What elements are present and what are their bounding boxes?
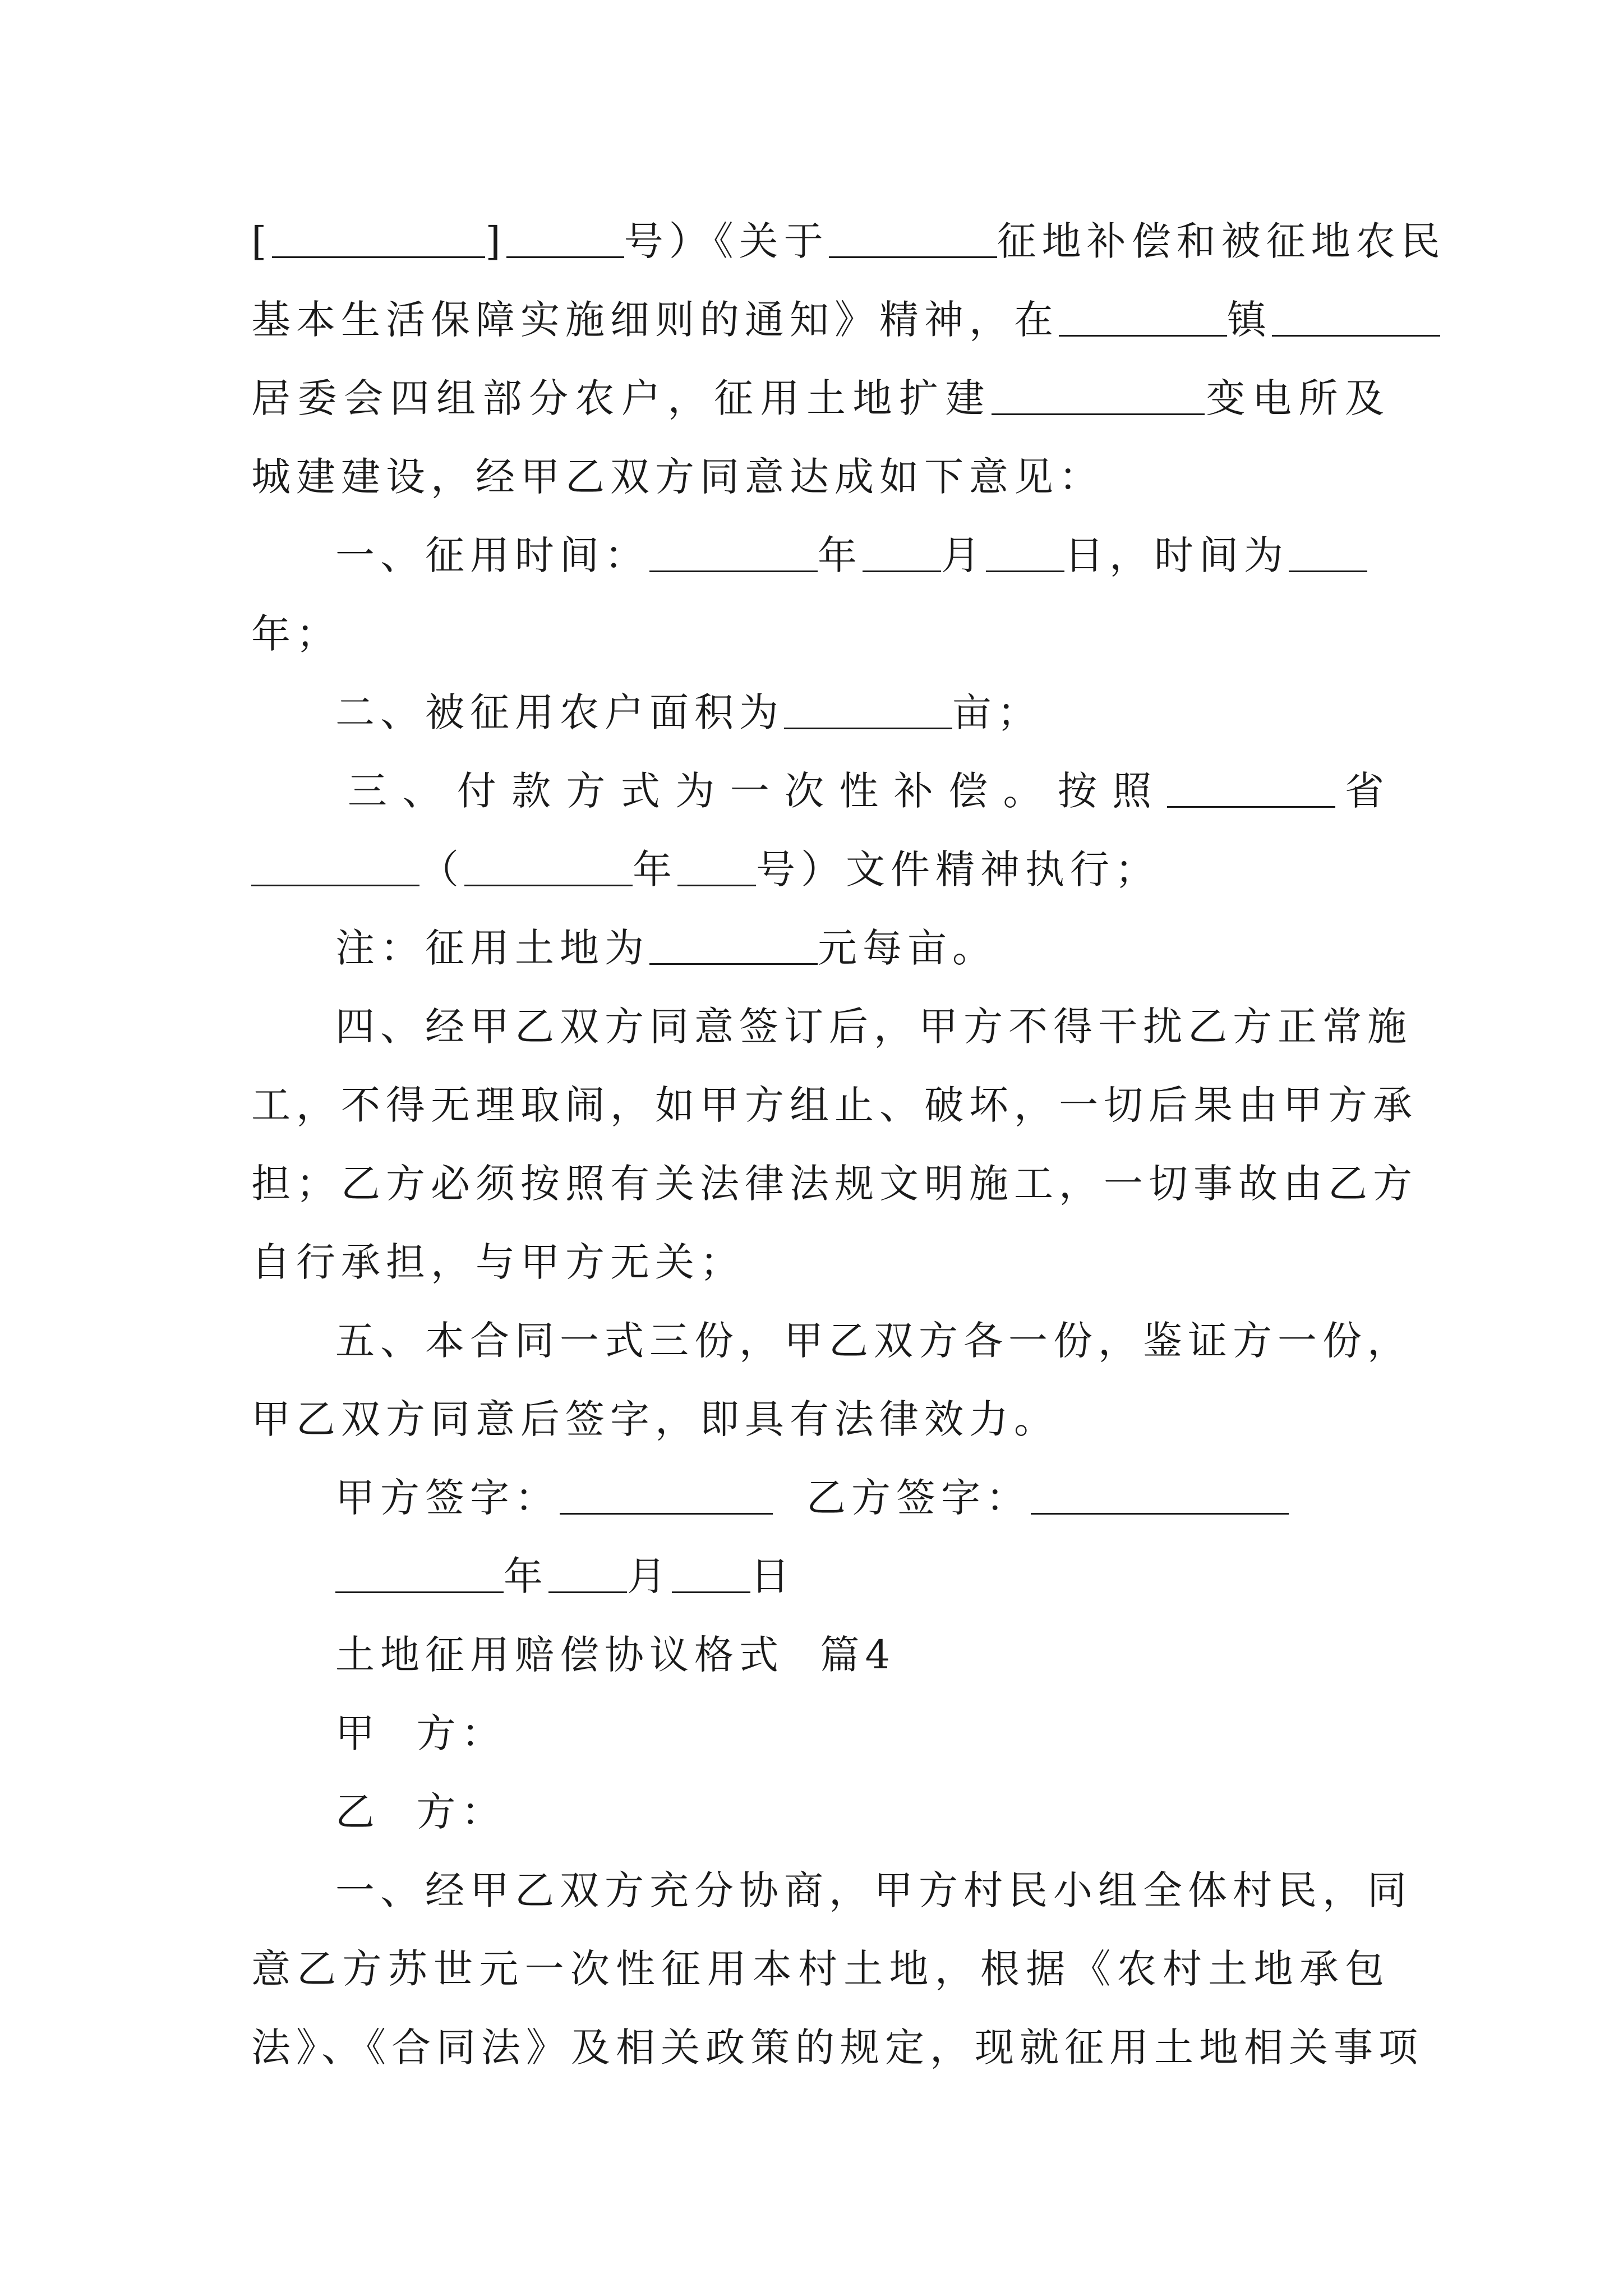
blank-field (829, 217, 997, 258)
text-run: 征地补偿和被征地农民 (997, 218, 1446, 264)
paragraph-line (251, 438, 1390, 516)
text-run: 工，不得无理取闹，如甲方组止、破坏，一切后果由甲方承 (251, 1082, 1418, 1128)
text-run: 城建建设，经甲乙双方同意达成如下意见： (251, 454, 1104, 500)
text-run: 亩； (952, 689, 1042, 735)
paragraph-line (335, 516, 1390, 595)
text-run: 一、征用时间： (335, 532, 649, 578)
text-run: 年 (504, 1553, 548, 1599)
text-run: 居委会四组部分农户，征用土地扩建 (251, 375, 992, 421)
paragraph-line (251, 830, 1390, 909)
text-run: 日 (750, 1553, 795, 1599)
blank-field (464, 845, 633, 886)
blank-field (677, 845, 756, 886)
paragraph-line (251, 359, 1390, 438)
text-run: 二、被征用农户面积为 (335, 689, 784, 735)
blank-field (784, 688, 952, 729)
text-run: 日，时间为 (1064, 532, 1289, 578)
text-run: 变电所及 (1205, 375, 1390, 421)
blank-field (251, 845, 419, 886)
signature-line (335, 1458, 1390, 1537)
paragraph-line (348, 752, 1390, 830)
paragraph-line (335, 1301, 1412, 1380)
paragraph-line (335, 673, 1390, 752)
text-run: 自行承担，与甲方无关； (251, 1239, 745, 1285)
text-run: 年 (633, 846, 677, 892)
blank-field (649, 531, 818, 572)
text-run: 法》、《合同法》及相关政策的规定，现就征用土地相关事项 (251, 2024, 1423, 2070)
text-run: 三、付款方式为一次性补偿。按照 (348, 768, 1167, 814)
blank-field (986, 531, 1064, 572)
blank-field (863, 531, 941, 572)
paragraph-line (251, 1930, 1390, 2008)
blank-field (272, 217, 485, 258)
blank-field (335, 1552, 504, 1593)
text-run: 年 (818, 532, 863, 578)
text-run: 号）《关于 (624, 218, 829, 264)
text-run: ] (485, 218, 506, 264)
text-run: 省 (1335, 768, 1390, 814)
party-a-signature-blank (560, 1474, 773, 1515)
paragraph-line (335, 909, 1390, 987)
text-run: [ (251, 218, 273, 264)
text-run: 月 (627, 1553, 672, 1599)
text-run: 月 (941, 532, 986, 578)
party-a-label: 甲 方： (335, 1710, 506, 1756)
text-run: 四、经甲乙双方同意签订后，甲方不得干扰乙方正常施 (335, 1004, 1412, 1050)
paragraph-line (251, 1144, 1418, 1223)
text-run: 年； (251, 611, 341, 657)
party-a-line (335, 1694, 1390, 1773)
paragraph-line (251, 2008, 1423, 2087)
blank-field (1289, 531, 1367, 572)
section-heading (335, 1616, 1390, 1694)
party-b-line (335, 1773, 1390, 1851)
blank-field (548, 1552, 627, 1593)
blank-field (1059, 296, 1227, 337)
text-run: 镇 (1227, 297, 1272, 343)
text-run: 元每亩。 (818, 925, 997, 971)
blank-field (649, 924, 818, 965)
party-a-signature-label: 甲方签字： (335, 1475, 560, 1521)
party-b-signature-label: 乙方签字： (806, 1475, 1031, 1521)
text-run: 意乙方苏世元一次性征用本村土地，根据《农村土地承包 (251, 1946, 1390, 1992)
paragraph-line (251, 1066, 1418, 1144)
text-run: 基本生活保障实施细则的通知》精神，在 (251, 297, 1059, 343)
paragraph-line (251, 595, 1390, 673)
blank-field (992, 374, 1205, 415)
paragraph-line (335, 1851, 1412, 1930)
text-run: 担；乙方必须按照有关法律法规文明施工，一切事故由乙方 (251, 1161, 1418, 1207)
text-run: （ (419, 846, 464, 892)
text-run: 注：征用土地为 (335, 925, 649, 971)
paragraph-line (335, 987, 1412, 1066)
party-b-label: 乙 方： (335, 1789, 506, 1835)
date-line (335, 1537, 1390, 1616)
text-run: 号）文件精神执行； (756, 846, 1160, 892)
paragraph-line (251, 280, 1390, 359)
blank-field (1272, 296, 1440, 337)
paragraph-line (251, 1380, 1390, 1458)
party-b-signature-blank (1031, 1474, 1289, 1515)
blank-field (672, 1552, 750, 1593)
text-run: 五、本合同一式三份，甲乙双方各一份，鉴证方一份， (335, 1318, 1412, 1364)
heading-text: 土地征用赔偿协议格式 篇4 (335, 1632, 896, 1678)
paragraph-line (251, 1223, 1390, 1301)
blank-field (1167, 767, 1335, 808)
text-run: 一、经甲乙双方充分协商，甲方村民小组全体村民，同 (335, 1867, 1412, 1913)
blank-field (506, 217, 624, 258)
text-run: 甲乙双方同意后签字，即具有法律效力。 (251, 1396, 1059, 1442)
paragraph-line (251, 202, 1446, 280)
